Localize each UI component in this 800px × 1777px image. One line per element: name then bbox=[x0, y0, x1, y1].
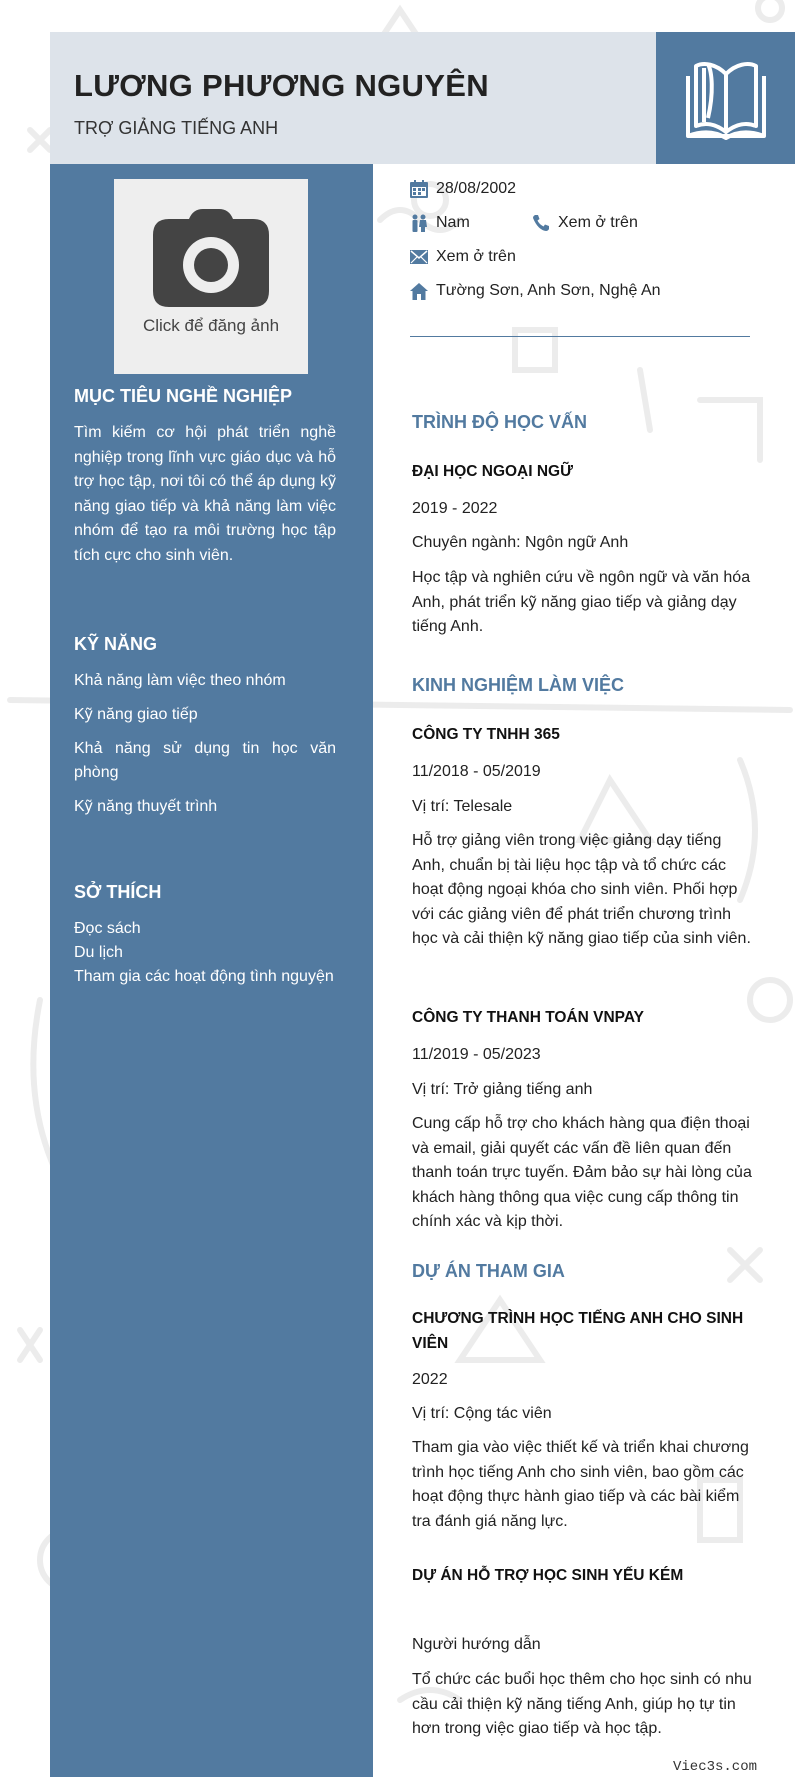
objective-text: Tìm kiếm cơ hội phát triển nghề nghiệp trong lĩnh vực giáo dục và hỗ trợ học tập, nơi tôi có thể áp dụng kỹ năng giao tiếp và khả năng làm việc nhóm để tạo ra môi trường học tập tích cực cho sinh viên. bbox=[74, 424, 336, 564]
job-description: Cung cấp hỗ trợ cho khách hàng qua điện thoại và email, giải quyết các vấn đề liên quan đến thanh toán trực tuyến. Đảm bảo sự hài lòng của khách hàng thông qua việc cung cấp thông tin chính xác và kịp thời. bbox=[412, 1115, 752, 1230]
education-school: ĐẠI HỌC NGOẠI NGỮ bbox=[412, 463, 573, 480]
experience-heading: KINH NGHIỆM LÀM VIỆC bbox=[412, 675, 625, 695]
project-period: 2022 bbox=[412, 1371, 448, 1388]
photo-upload[interactable] bbox=[114, 179, 308, 374]
hobbies-section bbox=[74, 882, 336, 989]
hobby-item: Du lịch bbox=[74, 944, 123, 961]
education-heading: TRÌNH ĐỘ HỌC VẤN bbox=[412, 412, 587, 432]
project-position: Vị trí: Cộng tác viên bbox=[412, 1405, 552, 1422]
project-name: DỰ ÁN HỖ TRỢ HỌC SINH YẾU KÉM bbox=[412, 1567, 684, 1584]
education-period: 2019 - 2022 bbox=[412, 500, 498, 517]
hobbies-heading: SỞ THÍCH bbox=[74, 882, 162, 902]
job-position: Vị trí: Telesale bbox=[412, 798, 513, 815]
job-description: Hỗ trợ giảng viên trong việc giảng dạy tiếng Anh, chuẩn bị tài liệu học tập và tổ chức các hoạt động ngoại khóa cho sinh viên. Phối hợp với các giảng viên để phát triển chương trình học và cải thiện kỹ năng giao tiếp của sinh viên. bbox=[412, 832, 751, 947]
candidate-name: LƯƠNG PHƯƠNG NGUYÊN bbox=[74, 68, 489, 103]
gender-value: Nam bbox=[436, 214, 470, 231]
education-description: Học tập và nghiên cứu về ngôn ngữ và văn hóa Anh, phát triển kỹ năng giao tiếp và giảng dạy tiếng Anh. bbox=[412, 569, 751, 635]
contact-divider bbox=[410, 336, 750, 337]
phone-icon bbox=[532, 214, 550, 232]
job-company: CÔNG TY THANH TOÁN VNPAY bbox=[412, 1009, 644, 1026]
open-book-icon bbox=[678, 52, 774, 144]
skill-item: Kỹ năng giao tiếp bbox=[74, 706, 198, 723]
skills-heading: KỸ NĂNG bbox=[74, 634, 158, 654]
education-major: Chuyên ngành: Ngôn ngữ Anh bbox=[412, 534, 629, 551]
email-row bbox=[410, 248, 516, 266]
address-row bbox=[410, 282, 661, 300]
camera-icon bbox=[153, 209, 269, 307]
job-period: 11/2019 - 05/2023 bbox=[412, 1046, 541, 1063]
project-description: Tổ chức các buổi học thêm cho học sinh có nhu cầu cải thiện kỹ năng tiếng Anh, giúp họ tự tin hơn trong việc giao tiếp và học tập. bbox=[412, 1671, 752, 1737]
project-position: Người hướng dẫn bbox=[412, 1636, 541, 1653]
email-icon bbox=[410, 250, 428, 264]
photo-caption: Click để đăng ảnh bbox=[142, 316, 280, 335]
gender-icon bbox=[410, 214, 428, 232]
job-company: CÔNG TY TNHH 365 bbox=[412, 726, 560, 743]
hobby-item: Tham gia các hoạt động tình nguyện bbox=[74, 968, 334, 985]
home-icon bbox=[410, 283, 428, 300]
address-value: Tường Sơn, Anh Sơn, Nghệ An bbox=[436, 282, 661, 299]
email-value: Xem ở trên bbox=[436, 248, 516, 265]
birthday-value: 28/08/2002 bbox=[436, 180, 517, 197]
resume-header bbox=[50, 32, 795, 164]
skills-section bbox=[74, 634, 336, 819]
phone-value: Xem ở trên bbox=[558, 214, 638, 231]
objective-section bbox=[74, 386, 336, 568]
birthday-row bbox=[410, 180, 516, 198]
job-position: Vị trí: Trở giảng tiếng anh bbox=[412, 1081, 593, 1098]
watermark: Viec3s.com bbox=[673, 1759, 758, 1775]
candidate-title: TRỢ GIẢNG TIẾNG ANH bbox=[74, 118, 279, 138]
calendar-icon bbox=[410, 180, 428, 198]
projects-heading: DỰ ÁN THAM GIA bbox=[412, 1261, 565, 1281]
skill-item: Kỹ năng thuyết trình bbox=[74, 798, 218, 815]
skill-item: Khả năng sử dụng tin học văn phòng bbox=[74, 740, 336, 781]
resume-page bbox=[50, 32, 795, 1777]
header-logo-box bbox=[656, 32, 795, 164]
job-period: 11/2018 - 05/2019 bbox=[412, 763, 541, 780]
project-name: CHƯƠNG TRÌNH HỌC TIẾNG ANH CHO SINH VIÊN bbox=[412, 1310, 744, 1352]
phone-row bbox=[532, 214, 638, 232]
skill-item: Khả năng làm việc theo nhóm bbox=[74, 672, 286, 689]
hobby-item: Đọc sách bbox=[74, 920, 141, 937]
objective-heading: MỤC TIÊU NGHỀ NGHIỆP bbox=[74, 386, 293, 406]
gender-row bbox=[410, 214, 470, 232]
sidebar bbox=[50, 164, 373, 1777]
project-description: Tham gia vào việc thiết kế và triển khai chương trình học tiếng Anh cho sinh viên, bao gồm các hoạt động thực hành giao tiếp và các bài kiểm tra đánh giá năng lực. bbox=[412, 1439, 749, 1530]
